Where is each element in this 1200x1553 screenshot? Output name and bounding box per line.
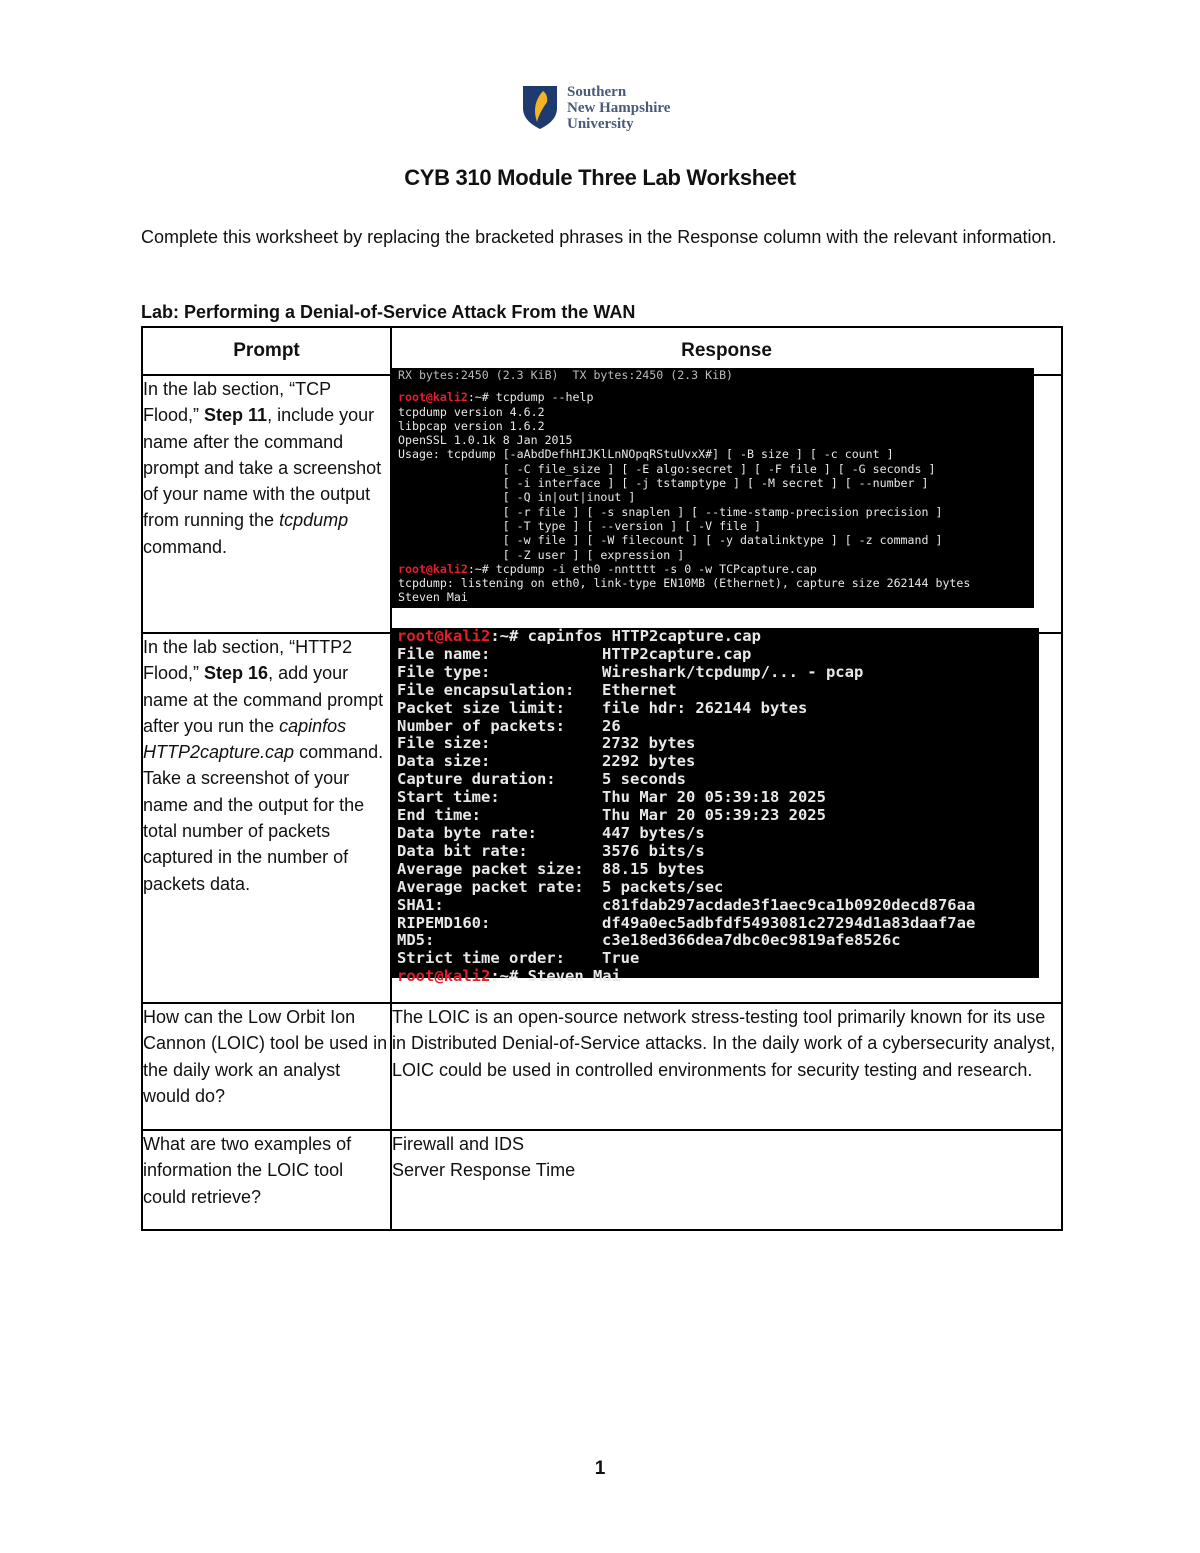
terminal-kv-line	[397, 932, 1039, 950]
terminal-value: 5 seconds	[602, 770, 686, 789]
terminal-key: File encapsulation:	[397, 680, 575, 699]
logo-line-3: University	[567, 116, 634, 132]
terminal-line: [ -C file_size ] [ -E algo:secret ] [ -F file ] [ -G seconds ]	[398, 461, 936, 476]
terminal-value: df49a0ec5adbfdf5493081c27294d1a83daaf7ae	[602, 913, 976, 932]
terminal-kv-line	[397, 664, 1039, 682]
prompt-cell: How can the Low Orbit Ion Cannon (LOIC) tool be used in the daily work an analyst would do?	[142, 1003, 391, 1130]
terminal-value: 26	[602, 716, 621, 735]
terminal-value: True	[602, 949, 640, 968]
terminal-name-line: Steven Mai	[398, 590, 468, 605]
terminal-value: HTTP2capture.cap	[602, 644, 752, 663]
terminal-output	[398, 405, 1034, 562]
terminal-line: Usage: tcpdump [-aAbdDefhHIJKlLnNOpqRStuUvxX#] [ -B size ] [ -c count ]	[398, 447, 894, 462]
terminal-key: Packet size limit:	[397, 698, 565, 717]
response-cell	[391, 1130, 1062, 1230]
terminal-line: libpcap version 1.6.2	[398, 418, 545, 433]
terminal-value: Thu Mar 20 05:39:18 2025	[602, 788, 826, 807]
shield-icon	[521, 84, 559, 130]
terminal-command-line: root@kali2:~# capinfos HTTP2capture.cap	[397, 627, 761, 645]
table-row	[142, 633, 1062, 1003]
terminal-key: Average packet size:	[397, 859, 584, 878]
response-line: Firewall and IDS	[392, 1134, 525, 1154]
page-number: 1	[594, 1458, 606, 1479]
terminal-key: RIPEMD160:	[397, 913, 491, 932]
terminal-value: 5 packets/sec	[602, 877, 724, 896]
terminal-value: 447 bytes/s	[602, 823, 705, 842]
terminal-key: SHA1:	[397, 895, 444, 914]
terminal-line: [ -r file ] [ -s snaplen ] [ --time-stamp-precision precision ]	[398, 504, 943, 519]
terminal-key: File name:	[397, 644, 491, 663]
response-line: Server Response Time	[392, 1160, 576, 1181]
terminal-line: tcpdump version 4.6.2	[398, 404, 545, 419]
terminal-line: [ -Z user ] [ expression ]	[398, 547, 685, 562]
terminal-key: Number of packets:	[397, 716, 565, 735]
terminal-key: End time:	[397, 806, 481, 825]
response-cell: The LOIC is an open-source network stress-testing tool primarily known for its use in Distributed Denial-of-Service attacks. In the daily work of a cybersecurity analyst, LOIC could be used in controlled environments for security testing and research.	[391, 1003, 1062, 1130]
tcpdump-terminal-screenshot	[392, 368, 1034, 608]
terminal-command-line: root@kali2:~# Steven Mai	[397, 967, 621, 986]
prompt-cell: In the lab section, “TCP Flood,” Step 11, include your name after the command prompt and take a screenshot of your name with the output from running the tcpdump command.	[142, 375, 391, 633]
terminal-kv-line	[397, 950, 1039, 968]
terminal-value: Ethernet	[602, 680, 677, 699]
table-row	[142, 1003, 1062, 1130]
terminal-kv-line	[397, 700, 1039, 718]
terminal-kv-line	[397, 861, 1039, 879]
terminal-line: [ -T type ] [ --version ] [ -V file ]	[398, 518, 761, 533]
terminal-kv-line	[397, 646, 1039, 664]
terminal-value: file hdr: 262144 bytes	[602, 698, 808, 717]
terminal-value: 3576 bits/s	[602, 841, 705, 860]
terminal-value: Wireshark/tcpdump/... - pcap	[602, 662, 864, 681]
terminal-value: c81fdab297acdade3f1aec9ca1b0920decd876aa	[602, 895, 976, 914]
terminal-kv-line	[397, 771, 1039, 789]
lab-title: Lab: Performing a Denial-of-Service Attack From the WAN	[141, 302, 636, 322]
response-cell	[391, 627, 1062, 1003]
terminal-output	[397, 646, 1039, 968]
logo-wordmark	[567, 84, 670, 132]
terminal-key: Start time:	[397, 788, 500, 807]
terminal-line: [ -w file ] [ -W filecount ] [ -y datalinktype ] [ -z command ]	[398, 533, 943, 548]
terminal-kv-line	[397, 825, 1039, 843]
document-title: CYB 310 Module Three Lab Worksheet	[404, 165, 796, 190]
terminal-command-line: root@kali2:~# tcpdump -i eth0 -nntttt -s 0 -w TCPcapture.cap	[398, 561, 817, 576]
prompt-cell: In the lab section, “HTTP2 Flood,” Step 16, add your name at the command prompt after you run the capinfos HTTP2capture.cap command. Take a screenshot of your name and the output for the total number of packets captured in the number of packets data.	[142, 633, 391, 1003]
capinfos-terminal-screenshot	[392, 627, 1039, 986]
terminal-key: Data byte rate:	[397, 823, 537, 842]
terminal-key: Data size:	[397, 752, 491, 771]
terminal-command-line: root@kali2:~# tcpdump --help	[398, 390, 594, 405]
terminal-kv-line	[397, 753, 1039, 771]
terminal-kv-line	[397, 718, 1039, 736]
table-row	[142, 1130, 1062, 1230]
terminal-value: 2292 bytes	[602, 752, 696, 771]
terminal-key: File size:	[397, 734, 491, 753]
terminal-kv-line	[397, 897, 1039, 915]
terminal-key: Strict time order:	[397, 949, 565, 968]
terminal-key: Capture duration:	[397, 770, 556, 789]
terminal-line: [ -i interface ] [ -j tstamptype ] [ -M secret ] [ --number ]	[398, 476, 929, 491]
terminal-line: tcpdump: listening on eth0, link-type EN10MB (Ethernet), capture size 262144 bytes	[398, 576, 971, 591]
intro-paragraph: Complete this worksheet by replacing the bracketed phrases in the Response column with the relevant information.	[141, 227, 1057, 247]
terminal-line: RX bytes:2450 (2.3 KiB) TX bytes:2450 (2.3 KiB)	[398, 368, 734, 382]
terminal-kv-line	[397, 807, 1039, 825]
header-response: Response	[391, 327, 1062, 375]
terminal-key: Average packet rate:	[397, 877, 584, 896]
terminal-kv-line	[397, 682, 1039, 700]
terminal-value: c3e18ed366dea7dbc0ec9819afe8526c	[602, 931, 901, 950]
terminal-kv-line	[397, 843, 1039, 861]
prompt-cell: What are two examples of information the LOIC tool could retrieve?	[142, 1130, 391, 1230]
logo-line-2: New Hampshire	[567, 100, 671, 116]
logo-line-1: Southern	[567, 84, 627, 100]
university-logo	[521, 84, 691, 134]
terminal-line: OpenSSL 1.0.1k 8 Jan 2015	[398, 433, 573, 448]
terminal-value: 88.15 bytes	[602, 859, 705, 878]
terminal-value: Thu Mar 20 05:39:23 2025	[602, 806, 826, 825]
terminal-key: MD5:	[397, 931, 435, 950]
response-cell	[391, 368, 1062, 633]
terminal-key: File type:	[397, 662, 491, 681]
table-row	[142, 375, 1062, 633]
terminal-line: [ -Q in|out|inout ]	[398, 490, 636, 505]
terminal-kv-line	[397, 915, 1039, 933]
terminal-kv-line	[397, 735, 1039, 753]
terminal-value: 2732 bytes	[602, 734, 696, 753]
header-prompt: Prompt	[142, 327, 391, 375]
worksheet-table	[141, 326, 1063, 1231]
terminal-key: Data bit rate:	[397, 841, 528, 860]
terminal-kv-line	[397, 879, 1039, 897]
terminal-kv-line	[397, 789, 1039, 807]
